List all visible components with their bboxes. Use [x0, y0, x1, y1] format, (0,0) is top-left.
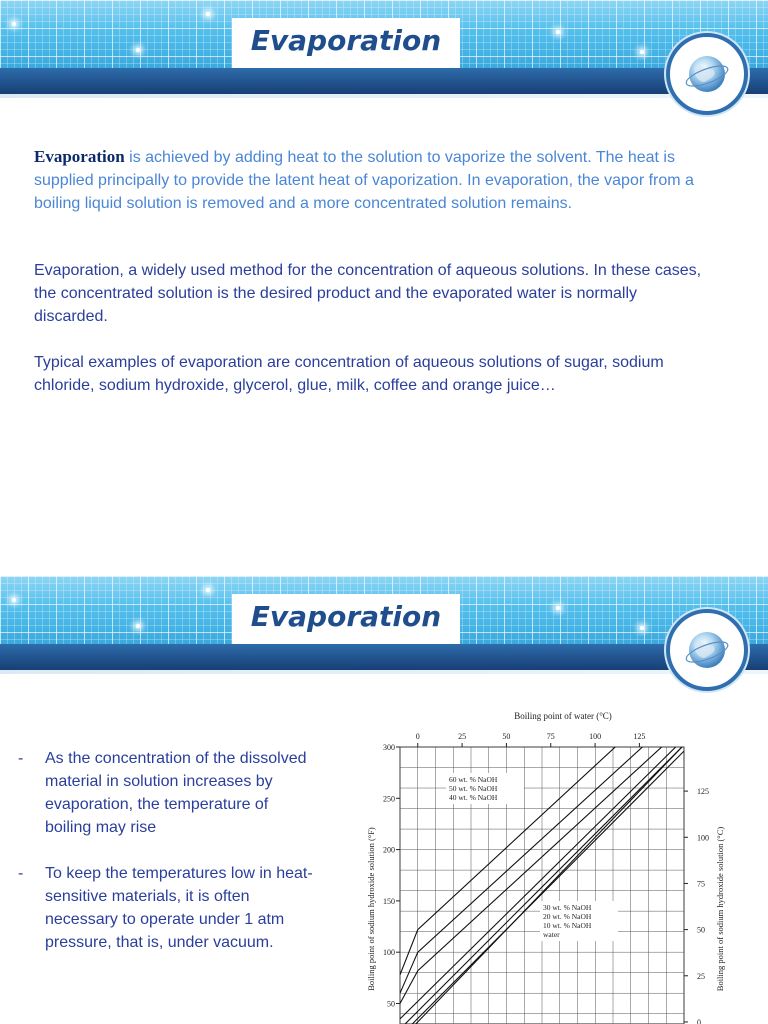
paragraph-examples: Typical examples of evaporation are concentration of aqueous solutions of sugar, sodium chloride, sodium hydroxide, glycerol, glue, milk, coffee and orange juice…: [34, 354, 664, 394]
y-tick-label: 50: [387, 999, 395, 1009]
paragraph-definition: [34, 145, 714, 215]
list-item: - As the concentration of the dissolved material in solution increases by evaporation, the temperature of boiling may rise: [18, 750, 307, 836]
y-tick-label: 100: [383, 948, 395, 958]
header-dark-band: [0, 68, 768, 94]
y2-tick-label: 75: [697, 879, 705, 889]
slide-title: Evaporation: [250, 24, 442, 57]
header-light-strip: [0, 670, 768, 674]
y2-tick-label: 125: [697, 787, 709, 797]
y2-tick-label: 0: [697, 1017, 701, 1024]
logo-badge: [666, 609, 748, 691]
y2-tick-label: 50: [697, 925, 705, 935]
y2-tick-label: 25: [697, 971, 705, 981]
slide-2: [0, 576, 768, 1024]
header-dark-band: [0, 644, 768, 670]
term-evaporation: Evaporation: [34, 147, 125, 166]
x-tick-label: 25: [458, 732, 467, 741]
legend-label: 60 wt. % NaOH: [449, 775, 498, 784]
legend-label: 50 wt. % NaOH: [449, 784, 498, 793]
legend-label: water: [543, 930, 560, 939]
y-tick-label: 300: [383, 743, 395, 752]
globe-icon: [683, 50, 731, 98]
chart-title: Boiling point of water (°C): [514, 711, 612, 721]
chart-svg: [363, 705, 743, 1024]
y-tick-label: 200: [383, 845, 395, 855]
legend-label: 30 wt. % NaOH: [543, 903, 592, 912]
y-axis-label: Boiling point of sodium hydroxide solution (°F): [366, 827, 376, 991]
y-tick-label: 150: [383, 896, 395, 906]
x-tick-label: 100: [589, 732, 602, 741]
x-tick-label: 50: [502, 732, 511, 741]
globe-icon: [683, 626, 731, 674]
legend-label: 20 wt. % NaOH: [543, 912, 592, 921]
list-item: - To keep the temperatures low in heat-sensitive materials, it is often necessary to operate under 1 atm pressure, that is, under vacuum.: [18, 865, 313, 951]
y2-tick-label: 100: [697, 833, 709, 843]
slide-title: Evaporation: [250, 600, 442, 633]
x-tick-label: 75: [546, 732, 555, 741]
x-tick-label: 0: [415, 732, 420, 741]
legend-label: 10 wt. % NaOH: [543, 921, 592, 930]
header-light-strip: [0, 94, 768, 98]
bullet-list: [18, 747, 318, 977]
boiling-point-chart: [363, 705, 743, 1024]
legend-label: 40 wt. % NaOH: [449, 793, 498, 802]
paragraph-usage: Evaporation, a widely used method for the concentration of aqueous solutions. In these cases, the concentrated solution is the desired product and the evaporated water is normally discarded.: [34, 262, 702, 325]
logo-badge: [666, 33, 748, 115]
definition-text: is achieved by adding heat to the solution to vaporize the solvent. The heat is supplied principally to provide the latent heat of vaporization. In evaporation, the vapor from a boiling liquid solution is removed and a more concentrated solution remains.: [34, 149, 694, 212]
x-tick-label: 125: [633, 732, 646, 741]
y2-axis-label: Boiling point of sodium hydroxide solution (°C): [715, 826, 725, 992]
y-tick-label: 250: [383, 794, 395, 804]
